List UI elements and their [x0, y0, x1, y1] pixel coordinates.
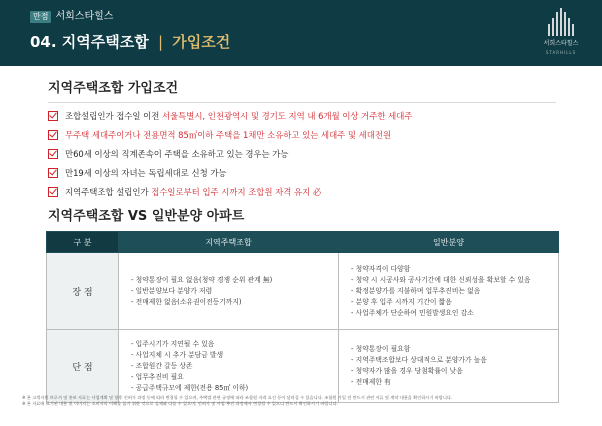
footnote-line: ※ 본 고객지원 브로셔 및 홍보 자료는 사업계획 및 향후 인허가 과정 등에 따라 변경될 수 있으며, 주택법 관련 규정에 따라 조합원 자격 요건 등이 달라질 수 있습니다. 조합원 가입 전 반드시 관련 서류 및 계약 내용을 확인하시기 바랍니다.: [22, 395, 453, 400]
condition-text-normal: 만19세 이상의 자녀는 독립세대로 신청 가능: [65, 167, 227, 178]
section-divider: [48, 102, 556, 103]
row-label-advantages: 장 점: [47, 253, 119, 330]
page-subtitle: 가입조건: [172, 33, 231, 51]
comparison-title: 지역주택조합 VS 일반분양 아파트: [48, 209, 245, 224]
list-item: - 지역주택조합보다 상대적으로 분양가가 높음: [351, 356, 487, 364]
condition-item: [48, 144, 558, 163]
header-general-sale: 일반분양: [339, 232, 559, 253]
condition-text: [65, 186, 321, 198]
list-item: - 사업지체 시 추가 분담금 발생: [131, 350, 224, 359]
footnote: [22, 395, 582, 407]
condition-item: [48, 182, 558, 201]
page-title: [30, 32, 230, 52]
list-item: - 청약통장이 필요함: [351, 345, 411, 353]
page-title-main: 04. 지역주택조합: [30, 33, 149, 51]
disadvantages-union-list: [119, 339, 338, 394]
list-item: - 조합원간 갈등 상존: [131, 361, 193, 370]
condition-text-highlight: 접수일로부터 입주 시까지 조합원 자격 유지 必: [151, 186, 322, 197]
table-header-row: [47, 232, 559, 253]
list-item: - 전매제한 有: [351, 378, 391, 386]
header-category: 구 분: [47, 232, 119, 253]
condition-item: [48, 125, 558, 144]
condition-text: [65, 167, 227, 179]
logo-bars-icon: [544, 8, 578, 36]
list-item: - 청약자격이 다양함: [351, 264, 411, 273]
advantages-union-cell: [119, 253, 339, 330]
conditions-title: 지역주택조합 가입조건: [48, 81, 179, 96]
condition-text-normal: 조합설립인가 접수일 이전: [65, 110, 162, 121]
condition-text-highlight: 서울특별시, 인천광역시 및 경기도 지역 내 6개월 이상 거주한 세대주: [161, 110, 413, 121]
disadvantages-general-cell: [339, 330, 559, 403]
checkbox-icon: [48, 187, 58, 197]
disadvantages-union-cell: [119, 330, 339, 403]
header-brand-row: [30, 10, 113, 24]
brand-logo: [536, 6, 586, 62]
header-housing-union: 지역주택조합: [119, 232, 339, 253]
advantages-general-list: [339, 264, 558, 319]
list-item: - 입주시기가 지연될 수 있음: [131, 339, 215, 348]
condition-text-normal: 지역주택조합 설립인가: [65, 186, 152, 197]
checkbox-icon: [48, 168, 58, 178]
checkbox-icon: [48, 111, 58, 121]
footnote-line: ※ 본 자료에 표기된 내용 및 이미지는 소비자의 이해를 돕기 위한 것으로 실제와 다를 수 있으며, 인허가 및 사업 추진 과정에서 변경될 수 있으니 반드시 확인하시기 바랍니다.: [22, 401, 338, 406]
header-band: [0, 0, 602, 66]
condition-item: [48, 163, 558, 182]
checkbox-icon: [48, 149, 58, 159]
list-item: - 분양 후 입주 시까지 기간이 짧음: [351, 297, 452, 306]
condition-text-normal: 만60세 이상의 직계존속이 주택을 소유하고 있는 경우는 가능: [65, 148, 289, 159]
condition-text: [65, 148, 288, 160]
header-badge: 만점: [30, 11, 51, 23]
list-item: - 전매제한 없음(소유권이전등기까지): [131, 297, 242, 306]
list-item: - 사업주체가 단순하여 민원발생요인 감소: [351, 308, 474, 317]
list-item: - 청약통장이 필요 없음(청약 경쟁 순위 관계 無): [131, 275, 273, 284]
list-item: - 업무추진비 필요: [131, 372, 184, 381]
logo-text: 서희스타힐스: [543, 40, 579, 47]
list-item: - 청약 시 시공사와 공사기간에 대한 신뢰성을 확보할 수 있음: [351, 275, 531, 284]
advantages-general-cell: [339, 253, 559, 330]
advantages-union-list: [119, 275, 338, 308]
list-item: - 공급주택규모에 제한(전용 85㎡ 이하): [131, 383, 249, 392]
disadvantages-general-list: [339, 344, 558, 388]
condition-text-highlight: 무주택 세대주이거나 전용면적 85㎡이하 주택을 1채만 소유하고 있는 세대주 및 세대전원: [65, 129, 392, 140]
list-item: - 일반분양보다 분양가 저렴: [131, 286, 213, 295]
comparison-table: [46, 231, 559, 403]
condition-text: [65, 110, 412, 122]
row-label-disadvantages: 단 점: [47, 330, 119, 403]
condition-text: [65, 129, 391, 141]
checkbox-icon: [48, 130, 58, 140]
header-brand: 서희스타힐스: [55, 11, 114, 22]
list-item: - 청약자가 많을 경우 당첨확률이 낮음: [351, 367, 463, 375]
table-row-disadvantages: [47, 330, 559, 403]
condition-item: [48, 106, 558, 125]
table-row-advantages: [47, 253, 559, 330]
title-separator: |: [157, 33, 164, 51]
conditions-list: [48, 106, 558, 201]
list-item: - 확정분양가를 지불하며 업무추진비는 없음: [351, 286, 481, 295]
logo-subtext: STARHILLS: [545, 50, 577, 55]
